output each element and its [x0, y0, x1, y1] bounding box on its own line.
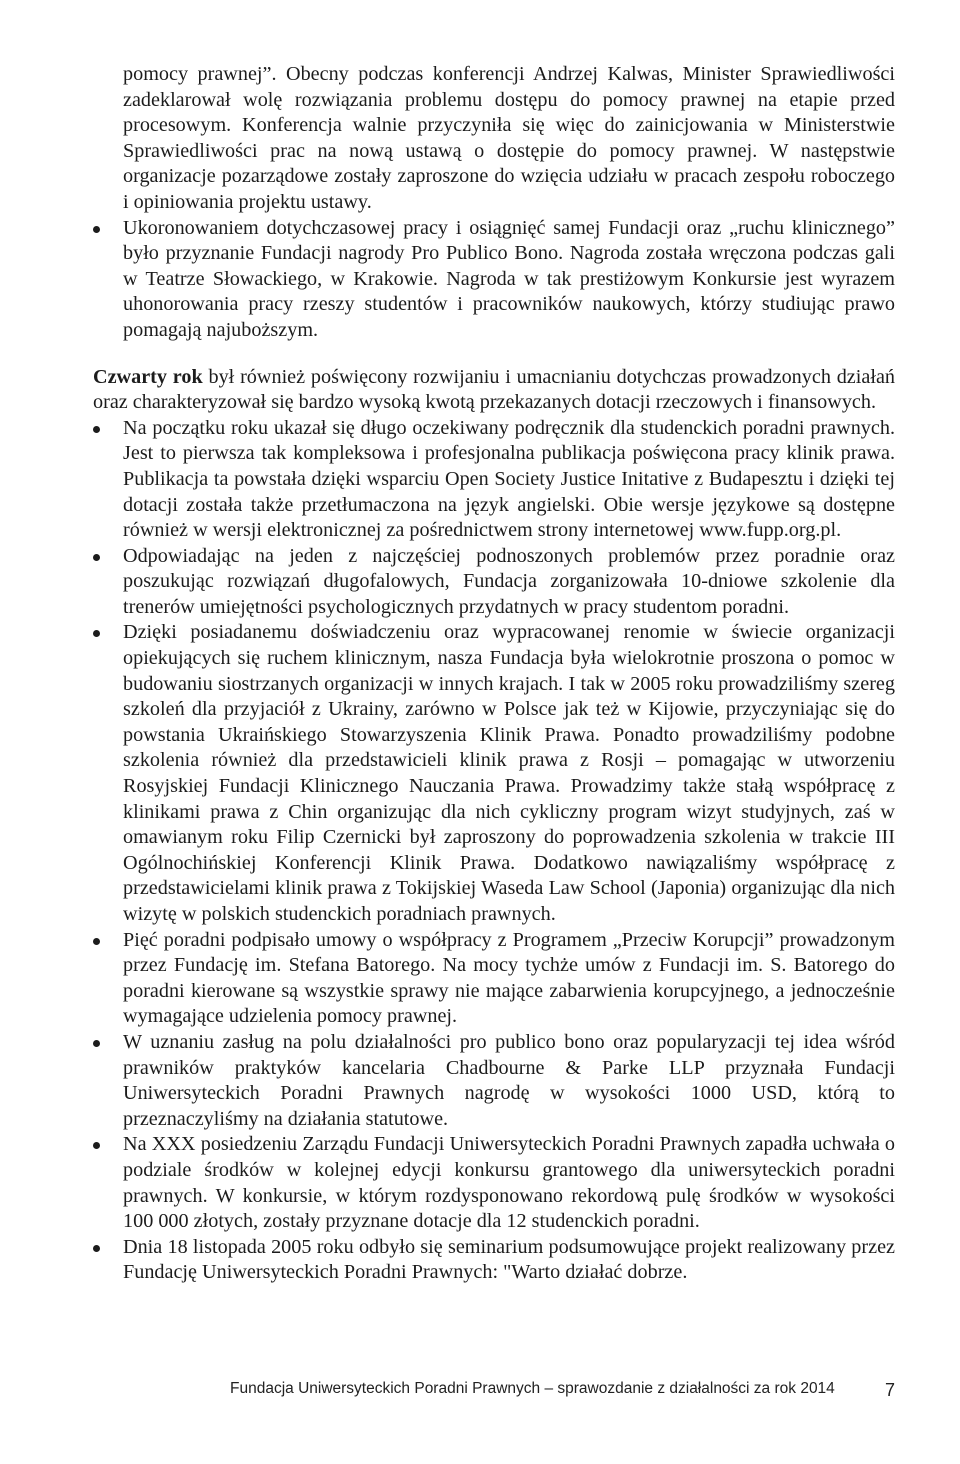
list-item-text: Na XXX posiedzeniu Zarządu Fundacji Uniwersyteckich Poradni Prawnych zapadła uchwała o podziale środków w kolejnej edycji konkursu grantowego dla uniwersyteckich poradni prawnych. W konkursie, w którym rozdysponowano rekordową pulę środków w wysokości 100 000 złotych, zostały przyznane dotacje dla 12 studenckich poradni.: [123, 1133, 895, 1233]
page-number: 7: [884, 1380, 895, 1400]
list-item-text: Dzięki posiadanemu doświadczeniu oraz wypracowanej renomie w świecie organizacji opiekujących się ruchem klinicznym, nasza Fundacja była wielokrotnie proszona o pomoc w budowaniu siostrzanych organizacji w innych krajach. I tak w 2005 roku prowadziliśmy szereg szkoleń dla przyjaciół z Ukrainy, zarówno w Polsce jak też w Kijowie, przyczyniając się do powstania Ukraińskiego Stowarzyszenia Klinik Prawa. Ponadto prowadziliśmy podobne szkolenia również dla przedstawicieli klinik prawa z Rosji – pomagając w utworzeniu Rosyjskiej Fundacji Klinicznego Nauczania Prawa. Prowadzimy także stałą współpracę z klinikami prawa z Chin organizując dla nich cykliczny program wizyt studyjnych, zaś w omawianym roku Filip Czernicki był zaproszony do poprowadzenia szkolenia w trakcie III Ogólnochińskiej Konferencji Klinik Prawa. Dodatkowo nawiązaliśmy współpracę z przedstawicielami klinik prawa z Tokijskiej Waseda Law School (Japonia) organizując dla nich wizytę w polskich studenckich poradniach prawnych.: [123, 621, 895, 925]
list-item-text: W uznaniu zasług na polu działalności pro publico bono oraz popularyzacji tej idea wśród prawników praktyków kancelaria Chadbourne & Parke LLP przyznała Fundacji Uniwersyteckich Poradni Prawnych nagrodę w wysokości 1000 USD, którą to przeznaczyliśmy na działania statutowe.: [123, 1030, 895, 1130]
section-heading: Czwarty rok: [93, 365, 203, 388]
bullet-icon: [93, 1245, 100, 1252]
bullet-icon: [93, 1040, 100, 1047]
continuation-paragraph: pomocy prawnej”. Obecny podczas konferencji Andrzej Kalwas, Minister Sprawiedliwości zadeklarował wolę rozwiązania problemu dostępu do pomocy prawnej na etapie przed procesowym. Konferencja walnie przyczyniła się więc do zainicjowania w Ministerstwie Sprawiedliwości prac na nową ustawą o dostępie do pomocy prawnej. W następstwie organizacje pozarządowe zostały zaproszone do wzięcia udziału w pracach zespołu roboczego i opiniowania projektu ustawy.: [123, 63, 895, 213]
footer-title: Fundacja Uniwersyteckich Poradni Prawnych – sprawozdanie z działalności za rok 2014: [230, 1380, 835, 1397]
page-content: [93, 62, 895, 1286]
list-item-text: Odpowiadając na jeden z najczęściej podnoszonych problemów przez poradnie oraz poszukując rozwiązań długofalowych, Fundacja zorganizowała 10-dniowe szkolenie dla trenerów umiejętności psychologicznych przydatnych w pracy studentom poradni.: [123, 544, 895, 618]
list-item: [93, 216, 895, 344]
bullet-icon: [93, 938, 100, 945]
list-item: [93, 416, 895, 544]
list-item: [93, 620, 895, 927]
bullet-icon: [93, 226, 100, 233]
list-item: [93, 928, 895, 1030]
bullet-icon: [93, 1142, 100, 1149]
bullet-icon: [93, 426, 100, 433]
list-item-text: Pięć poradni podpisało umowy o współpracy z Programem „Przeciw Korupcji” prowadzonym przez Fundację im. Stefana Batorego. Na mocy tychże umów z Fundacji im. S. Batorego do poradni kierowane są wszystkie sprawy nie mające zabarwienia korupcyjnego, a jednocześnie wymagające udzielenia pomocy prawnej.: [123, 928, 895, 1028]
list-item-text: Dnia 18 listopada 2005 roku odbyło się seminarium podsumowujące projekt realizowany przez Fundację Uniwersyteckich Poradni Prawnych: "Warto działać dobrze.: [123, 1235, 895, 1284]
list-item: [93, 544, 895, 621]
list-item: [93, 1030, 895, 1132]
list-item: [93, 1132, 895, 1234]
section-intro-paragraph: [93, 365, 895, 416]
list-item-text: Na początku roku ukazał się długo oczekiwany podręcznik dla studenckich poradni prawnych. Jest to pierwsza tak kompleksowa i profesjonalna publikacja poświęcona pracy klinik prawa. Publikacja ta powstała dzięki wsparciu Open Society Justice Initative z Budapesztu i dzięki tej dotacji została także przetłumaczona na język angielski. Obie wersje językowe są dostępne również w wersji elektronicznej za pośrednictwem strony internetowej www.fupp.org.pl.: [123, 416, 895, 542]
list-item: [93, 1235, 895, 1286]
bullet-icon: [93, 554, 100, 561]
section-intro-text: był również poświęcony rozwijaniu i umacnianiu dotychczas prowadzonych działań oraz charakteryzował się bardzo wysoką kwotą przekazanych dotacji rzeczowych i finansowych.: [93, 365, 895, 414]
bullet-icon: [93, 630, 100, 637]
list-item-text: Ukoronowaniem dotychczasowej pracy i osiągnięć samej Fundacji oraz „ruchu klinicznego” było przyznanie Fundacji nagrody Pro Publico Bono. Nagroda została wręczona podczas gali w Teatrze Słowackiego, w Krakowie. Nagroda w tak prestiżowym Konkursie jest wyrazem uhonorowania pracy rzeszy studentów i pracowników naukowych, którzy studiując prawo pomagają najuboższym.: [123, 216, 895, 341]
